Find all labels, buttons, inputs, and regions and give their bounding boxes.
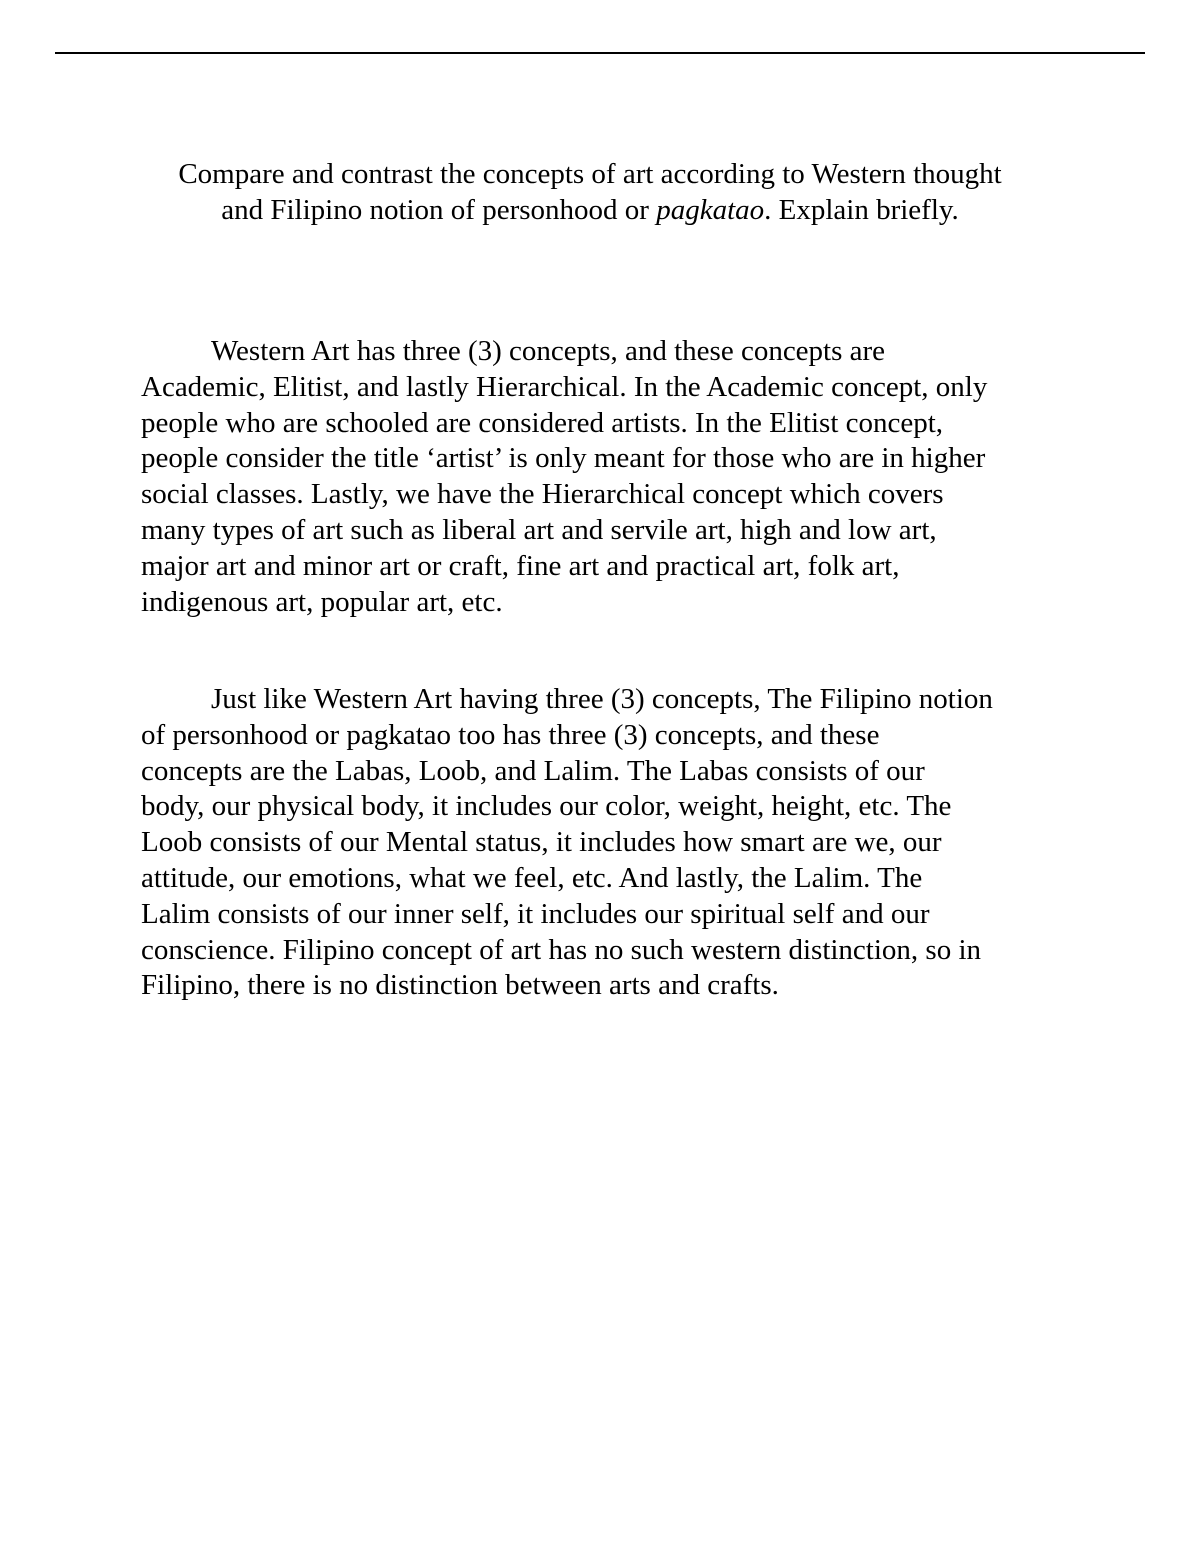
question-line-2-start: and Filipino notion of personhood or: [221, 194, 657, 226]
paragraph-line: Academic, Elitist, and lastly Hierarchical. In the Academic concept, only: [141, 370, 988, 403]
header-rule: [55, 52, 1145, 54]
question-line-2-end: . Explain briefly.: [764, 194, 959, 226]
paragraph-line: people who are schooled are considered artists. In the Elitist concept,: [141, 406, 944, 439]
paragraph-line: body, our physical body, it includes our color, weight, height, etc. The: [141, 790, 952, 823]
paragraph-line: Filipino, there is no distinction between arts and crafts.: [141, 969, 779, 1002]
question-prompt: [130, 156, 1050, 228]
paragraph-line: Lalim consists of our inner self, it includes our spiritual self and our: [141, 897, 930, 930]
paragraph-line: many types of art such as liberal art and servile art, high and low art,: [141, 513, 937, 546]
paragraph-line: conscience. Filipino concept of art has no such western distinction, so in: [141, 933, 982, 966]
question-line-1: Compare and contrast the concepts of art according to Western thought: [178, 158, 1002, 190]
paragraph-line: people consider the title ‘artist’ is only meant for those who are in higher: [141, 442, 986, 475]
paragraph-line: Just like Western Art having three (3) concepts, The Filipino notion: [211, 683, 993, 715]
paragraph-line: of personhood or pagkatao too has three (3) concepts, and these: [141, 718, 880, 751]
paragraph-line: Western Art has three (3) concepts, and these concepts are: [211, 335, 886, 367]
question-line-2: [130, 192, 1050, 228]
paragraph-line: indigenous art, popular art, etc.: [141, 585, 503, 618]
paragraph-line: Loob consists of our Mental status, it includes how smart are we, our: [141, 826, 942, 859]
paragraph-line: concepts are the Labas, Loob, and Lalim. The Labas consists of our: [141, 754, 925, 787]
pagkatao-term: pagkatao: [656, 194, 765, 226]
paragraph-line: social classes. Lastly, we have the Hierarchical concept which covers: [141, 478, 944, 511]
paragraph-filipino-pagkatao: [141, 682, 1141, 1004]
paragraph-line: major art and minor art or craft, fine art and practical art, folk art,: [141, 549, 900, 582]
paragraph-line: attitude, our emotions, what we feel, etc. And lastly, the Lalim. The: [141, 861, 923, 894]
paragraph-western-art: [141, 334, 1141, 620]
